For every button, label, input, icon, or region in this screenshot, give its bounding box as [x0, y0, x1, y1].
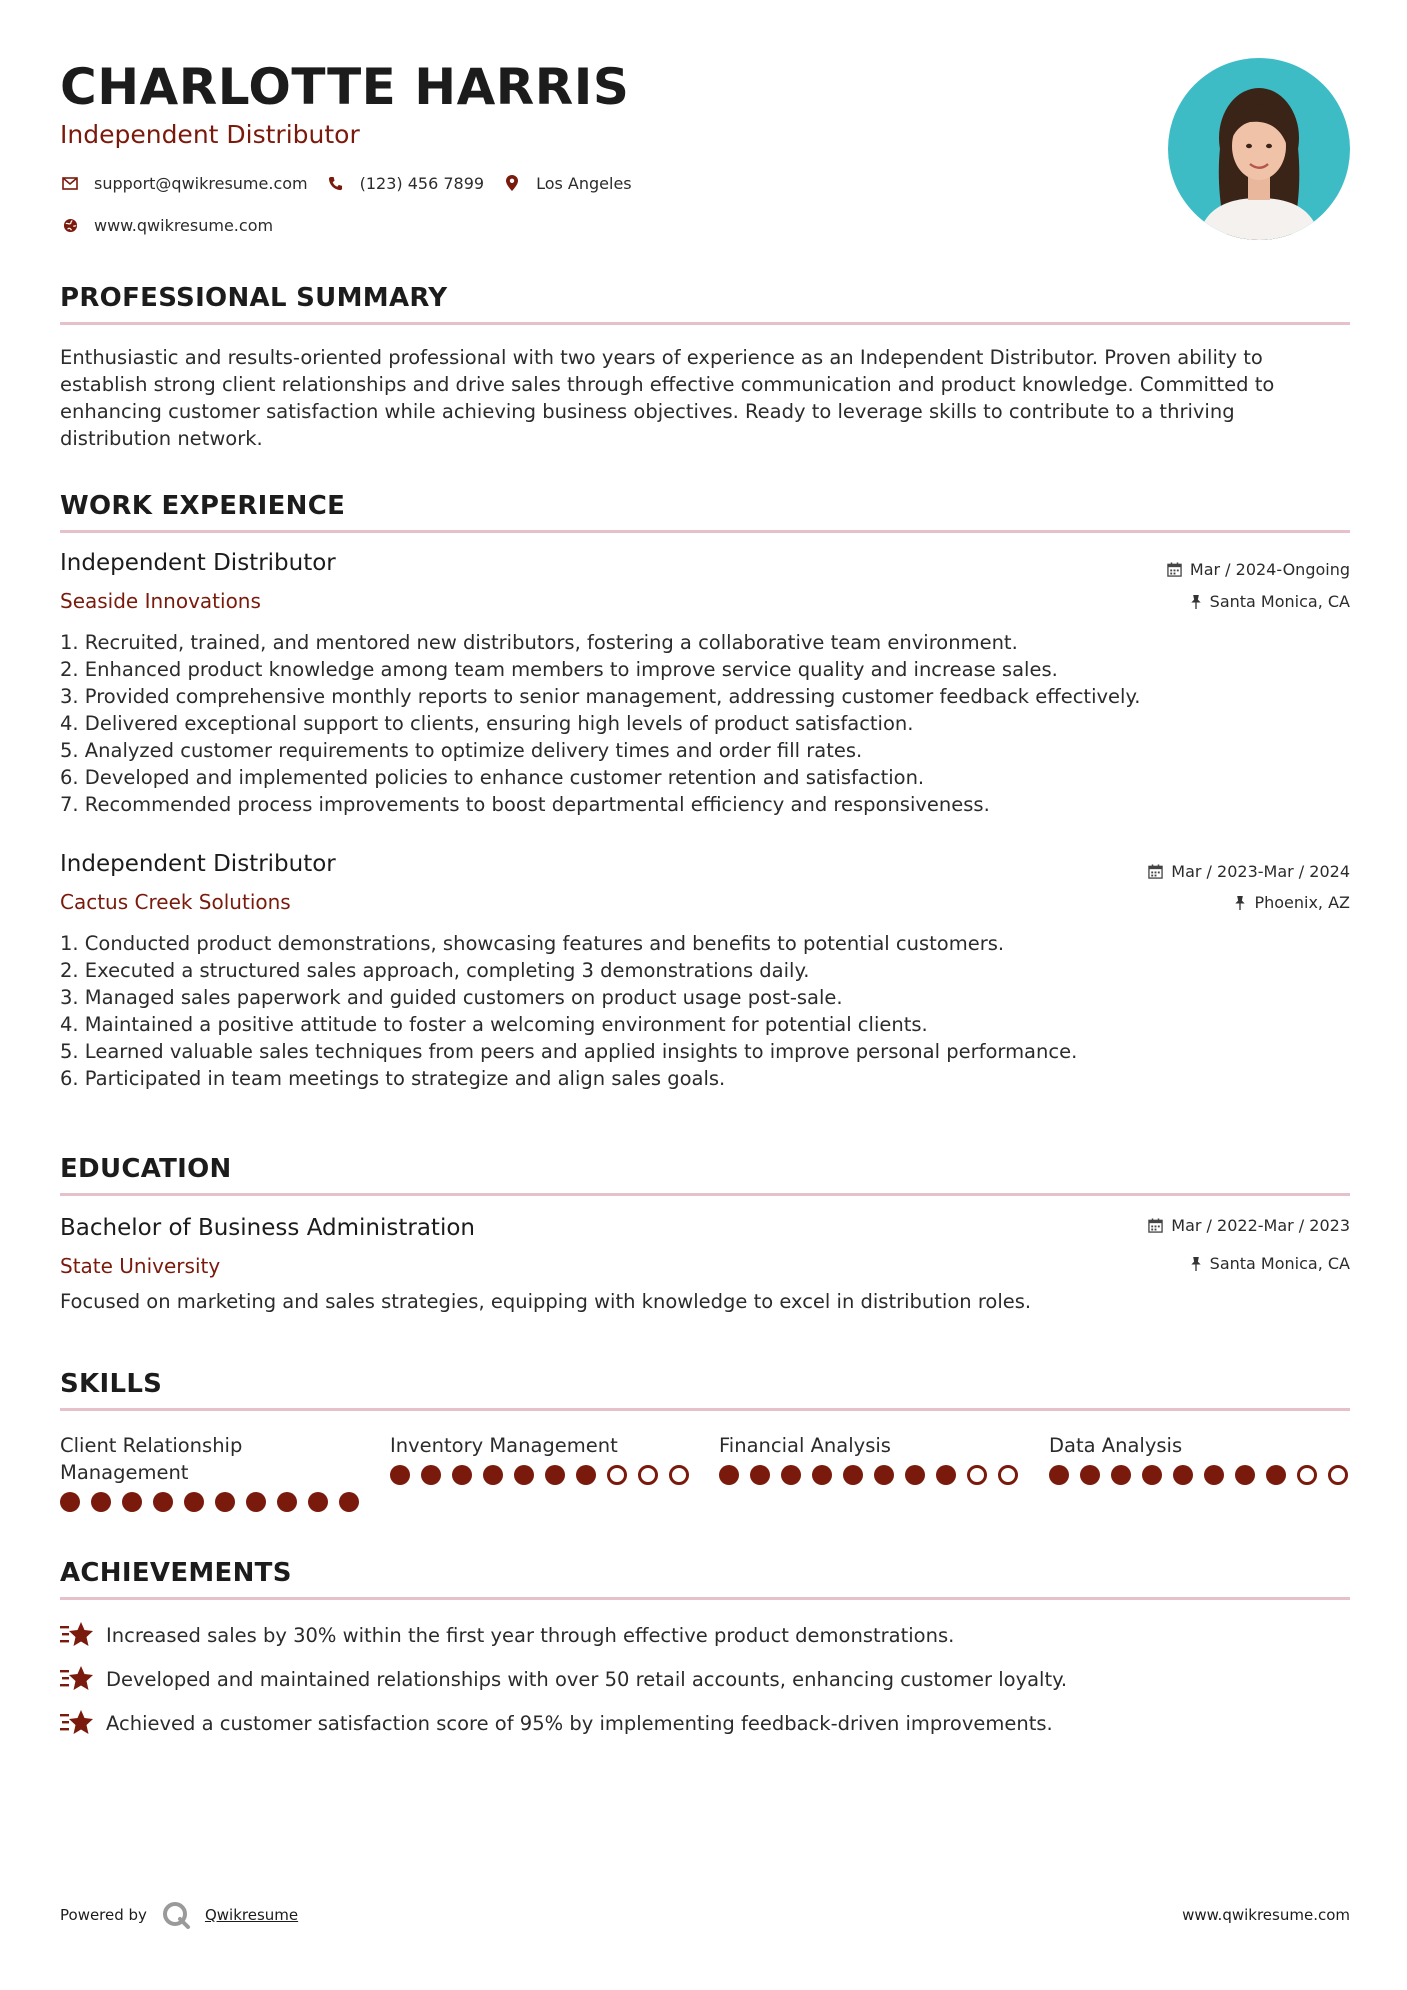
website-link[interactable]: www.qwikresume.com: [94, 215, 274, 235]
list-item: 3. Provided comprehensive monthly reports to senior management, addressing customer feedback effectively.: [60, 685, 1141, 708]
qwikresume-logo-icon: [161, 1900, 191, 1930]
achievement-text: Increased sales by 30% within the first year through effective product demonstrations.: [106, 1623, 955, 1647]
star-icon: [60, 1620, 94, 1650]
school-name: State University: [60, 1254, 221, 1278]
rating-dot-filled: [339, 1492, 359, 1512]
pushpin-icon: [1190, 1256, 1202, 1271]
education-description: Focused on marketing and sales strategies, equipping with knowledge to excel in distribution roles.: [60, 1290, 1032, 1313]
rating-dot-filled: [1266, 1465, 1286, 1485]
section-title-education: EDUCATION: [60, 1154, 232, 1184]
job-title: Independent Distributor: [60, 851, 336, 877]
rating-dot-filled: [1204, 1465, 1224, 1485]
location-text: Los Angeles: [536, 173, 632, 193]
rating-dot-empty: [998, 1465, 1018, 1485]
footer-website-link[interactable]: www.qwikresume.com: [1182, 1906, 1350, 1924]
rating-dot-filled: [215, 1492, 235, 1512]
job-location-text: Phoenix, AZ: [1254, 893, 1350, 912]
job-dates: [1167, 560, 1350, 579]
pushpin-icon: [1234, 895, 1246, 910]
section-title-experience: WORK EXPERIENCE: [60, 491, 346, 521]
rating-dot-filled: [1111, 1465, 1131, 1485]
star-icon: [60, 1708, 94, 1738]
achievement-item: [60, 1664, 1067, 1694]
skill-rating: [60, 1492, 360, 1512]
skill-rating: [390, 1465, 690, 1485]
section-divider: [60, 530, 1350, 533]
education-dates-text: Mar / 2022-Mar / 2023: [1171, 1216, 1350, 1235]
skill-name: Client Relationship Management: [60, 1434, 243, 1484]
job-company: Cactus Creek Solutions: [60, 890, 291, 914]
education-location: [1190, 1254, 1350, 1273]
calendar-icon: [1148, 1218, 1163, 1233]
rating-dot-filled: [390, 1465, 410, 1485]
list-item: 5. Learned valuable sales techniques from peers and applied insights to improve personal performance.: [60, 1040, 1078, 1063]
job-dates: [1148, 862, 1350, 881]
rating-dot-filled: [781, 1465, 801, 1485]
rating-dot-empty: [607, 1465, 627, 1485]
skill-item: [719, 1432, 1019, 1485]
envelope-icon: [60, 173, 80, 193]
rating-dot-filled: [719, 1465, 739, 1485]
section-divider: [60, 322, 1350, 325]
section-title-achievements: ACHIEVEMENTS: [60, 1558, 292, 1588]
list-item: 4. Maintained a positive attitude to foster a welcoming environment for potential clients.: [60, 1013, 928, 1036]
rating-dot-empty: [1328, 1465, 1348, 1485]
rating-dot-filled: [421, 1465, 441, 1485]
job-company: Seaside Innovations: [60, 589, 261, 613]
list-item: 1. Recruited, trained, and mentored new distributors, fostering a collaborative team environment.: [60, 631, 1018, 654]
education-dates: [1148, 1216, 1350, 1235]
list-item: 7. Recommended process improvements to boost departmental efficiency and responsiveness.: [60, 793, 990, 816]
skill-name: Inventory Management: [390, 1434, 618, 1457]
rating-dot-filled: [122, 1492, 142, 1512]
skill-name: Data Analysis: [1049, 1434, 1183, 1457]
phone-number: (123) 456 7899: [359, 173, 485, 193]
rating-dot-empty: [967, 1465, 987, 1485]
skill-name: Financial Analysis: [719, 1434, 891, 1457]
skill-rating: [719, 1465, 1019, 1485]
rating-dot-filled: [750, 1465, 770, 1485]
section-divider: [60, 1408, 1350, 1411]
email-link[interactable]: support@qwikresume.com: [94, 173, 308, 193]
avatar: [1168, 58, 1350, 240]
list-item: 4. Delivered exceptional support to clients, ensuring high levels of product satisfaction.: [60, 712, 914, 735]
section-divider: [60, 1597, 1350, 1600]
rating-dot-empty: [638, 1465, 658, 1485]
skill-item: [1049, 1432, 1349, 1485]
job-dates-text: Mar / 2024-Ongoing: [1189, 560, 1350, 579]
rating-dot-empty: [669, 1465, 689, 1485]
rating-dot-filled: [545, 1465, 565, 1485]
rating-dot-filled: [874, 1465, 894, 1485]
job-location-text: Santa Monica, CA: [1209, 592, 1350, 611]
list-item: 1. Conducted product demonstrations, showcasing features and benefits to potential customers.: [60, 932, 1005, 955]
globe-icon: [60, 215, 80, 235]
achievement-item: [60, 1708, 1053, 1738]
rating-dot-filled: [184, 1492, 204, 1512]
section-title-skills: SKILLS: [60, 1369, 163, 1399]
rating-dot-filled: [1142, 1465, 1162, 1485]
footer-powered-by: [60, 1900, 298, 1930]
list-item: 5. Analyzed customer requirements to optimize delivery times and order fill rates.: [60, 739, 863, 762]
skill-item: [60, 1432, 360, 1512]
job-location: [1234, 893, 1350, 912]
achievement-text: Developed and maintained relationships with over 50 retail accounts, enhancing customer loyalty.: [106, 1667, 1068, 1691]
map-pin-icon: [502, 173, 522, 193]
achievement-text: Achieved a customer satisfaction score of 95% by implementing feedback-driven improvements.: [106, 1711, 1053, 1735]
education-location-text: Santa Monica, CA: [1209, 1254, 1350, 1273]
rating-dot-filled: [1235, 1465, 1255, 1485]
rating-dot-filled: [576, 1465, 596, 1485]
skill-rating: [1049, 1465, 1349, 1485]
rating-dot-filled: [452, 1465, 472, 1485]
rating-dot-filled: [91, 1492, 111, 1512]
rating-dot-empty: [1297, 1465, 1317, 1485]
degree-title: Bachelor of Business Administration: [60, 1215, 475, 1241]
qwikresume-link[interactable]: Qwikresume: [204, 1906, 299, 1924]
rating-dot-filled: [1049, 1465, 1069, 1485]
rating-dot-filled: [1173, 1465, 1193, 1485]
rating-dot-filled: [308, 1492, 328, 1512]
rating-dot-filled: [514, 1465, 534, 1485]
rating-dot-filled: [153, 1492, 173, 1512]
rating-dot-filled: [483, 1465, 503, 1485]
list-item: 2. Enhanced product knowledge among team members to improve service quality and increase sales.: [60, 658, 1058, 681]
list-item: 6. Participated in team meetings to strategize and align sales goals.: [60, 1067, 726, 1090]
candidate-name: CHARLOTTE HARRIS: [60, 58, 630, 116]
rating-dot-filled: [843, 1465, 863, 1485]
skill-item: [390, 1432, 690, 1485]
section-title-summary: PROFESSIONAL SUMMARY: [60, 283, 448, 313]
rating-dot-filled: [246, 1492, 266, 1512]
job-bullets: [60, 930, 1350, 1092]
job-location: [1190, 592, 1350, 611]
contact-row-website: [60, 215, 291, 235]
section-divider: [60, 1193, 1350, 1196]
calendar-icon: [1167, 562, 1182, 577]
contact-row: [60, 173, 650, 193]
job-title: Independent Distributor: [60, 550, 336, 576]
list-item: 6. Developed and implemented policies to enhance customer retention and satisfaction.: [60, 766, 925, 789]
star-icon: [60, 1664, 94, 1694]
job-dates-text: Mar / 2023-Mar / 2024: [1171, 862, 1350, 881]
rating-dot-filled: [277, 1492, 297, 1512]
candidate-role: Independent Distributor: [60, 120, 360, 149]
phone-icon: [326, 173, 346, 193]
pushpin-icon: [1190, 594, 1202, 609]
calendar-icon: [1148, 864, 1163, 879]
rating-dot-filled: [60, 1492, 80, 1512]
powered-by-label: Powered by: [60, 1906, 147, 1924]
job-bullets: [60, 629, 1350, 818]
summary-text: Enthusiastic and results-oriented professional with two years of experience as an Independent Distributor. Proven ability to establish strong client relationships and drive sales through effective communication and product knowledge. Committed to enhancing customer satisfaction while achieving business objectives. Ready to leverage skills to contribute to a thriving distribution network.: [60, 346, 1275, 450]
rating-dot-filled: [812, 1465, 832, 1485]
rating-dot-filled: [936, 1465, 956, 1485]
list-item: 2. Executed a structured sales approach, completing 3 demonstrations daily.: [60, 959, 810, 982]
achievement-item: [60, 1620, 954, 1650]
rating-dot-filled: [1080, 1465, 1100, 1485]
rating-dot-filled: [905, 1465, 925, 1485]
list-item: 3. Managed sales paperwork and guided customers on product usage post-sale.: [60, 986, 843, 1009]
